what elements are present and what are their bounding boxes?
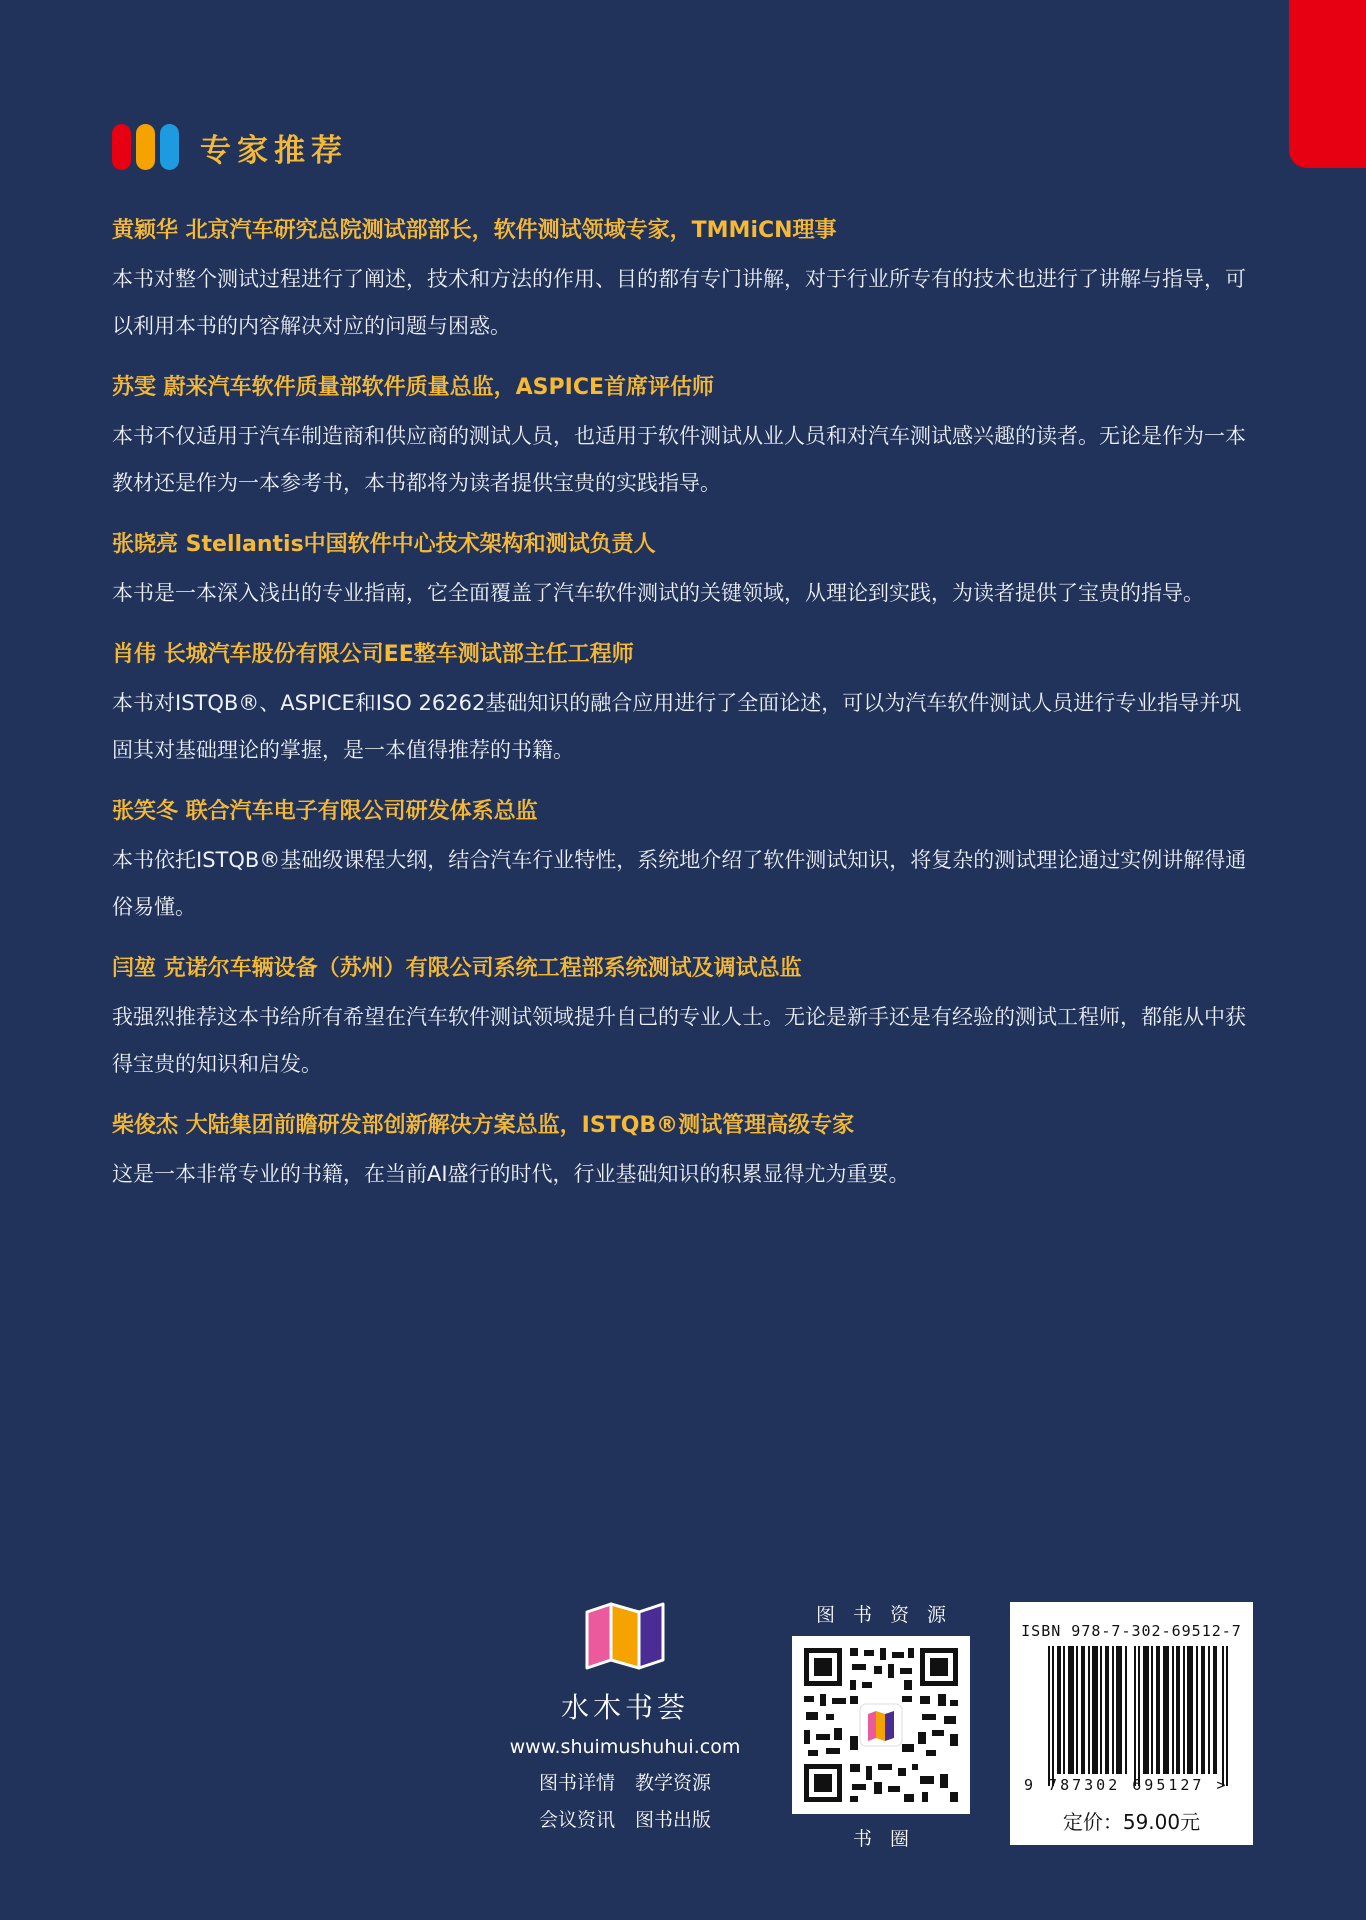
publisher-url[interactable]: www.shuimushuhui.com bbox=[509, 1736, 741, 1758]
review-author: 闫堃 克诺尔车辆设备（苏州）有限公司系统工程部系统测试及调试总监 bbox=[112, 956, 802, 981]
qr-caption: 书圈 bbox=[852, 1828, 927, 1850]
qr-label: 图书资源 bbox=[815, 1604, 964, 1626]
review-author: 张笑冬 联合汽车电子有限公司研发体系总监 bbox=[112, 799, 538, 824]
review-author: 张晓亮 Stellantis中国软件中心技术架构和测试负责人 bbox=[112, 532, 656, 557]
publisher-logo-icon bbox=[583, 1600, 667, 1672]
review-item bbox=[112, 214, 1252, 350]
section-header bbox=[112, 124, 348, 170]
link-conference-news[interactable]: 会议资讯 bbox=[538, 1809, 615, 1831]
qr-block bbox=[792, 1600, 970, 1851]
isbn-barcode bbox=[1010, 1602, 1253, 1845]
link-teaching-resources[interactable]: 教学资源 bbox=[635, 1772, 712, 1794]
review-text: 本书对整个测试过程进行了阐述，技术和方法的作用、目的都有专门讲解，对于行业所专有的技术也进行了讲解与指导，可以利用本书的内容解决对应的问题与困惑。 bbox=[112, 267, 1246, 338]
review-item bbox=[112, 528, 1252, 617]
orange-pill-icon bbox=[136, 124, 155, 170]
publisher-links-row-2 bbox=[500, 1805, 750, 1832]
review-item bbox=[112, 638, 1252, 774]
qr-code-icon bbox=[792, 1636, 970, 1814]
blue-pill-icon bbox=[160, 124, 179, 170]
link-book-details[interactable]: 图书详情 bbox=[538, 1772, 615, 1794]
review-text: 这是一本非常专业的书籍，在当前AI盛行的时代，行业基础知识的积累显得尤为重要。 bbox=[112, 1162, 910, 1186]
isbn-label: ISBN 978-7-302-69512-7 bbox=[1021, 1622, 1242, 1640]
review-author: 黄颖华 北京汽车研究总院测试部部长，软件测试领域专家，TMMiCN理事 bbox=[112, 218, 837, 243]
review-text: 本书是一本深入浅出的专业指南，它全面覆盖了汽车软件测试的关键领域，从理论到实践，为读者提供了宝贵的指导。 bbox=[112, 581, 1204, 605]
publisher-name: 水木书荟 bbox=[560, 1691, 689, 1724]
review-item bbox=[112, 371, 1252, 507]
review-author: 肖伟 长城汽车股份有限公司EE整车测试部主任工程师 bbox=[112, 642, 634, 667]
review-text: 本书对ISTQB®、ASPICE和ISO 26262基础知识的融合应用进行了全面论述，可以为汽车软件测试人员进行专业指导并巩固其对基础理论的掌握，是一本值得推荐的书籍。 bbox=[112, 691, 1242, 762]
red-pill-icon bbox=[112, 124, 131, 170]
review-item bbox=[112, 795, 1252, 931]
publisher-block bbox=[500, 1600, 750, 1832]
link-book-publishing[interactable]: 图书出版 bbox=[635, 1809, 712, 1831]
review-text: 本书依托ISTQB®基础级课程大纲，结合汽车行业特性，系统地介绍了软件测试知识，将复杂的测试理论通过实例讲解得通俗易懂。 bbox=[112, 848, 1247, 919]
red-corner-tab bbox=[1289, 0, 1366, 168]
review-text: 我强烈推荐这本书给所有希望在汽车软件测试领域提升自己的专业人士。无论是新手还是有经验的测试工程师，都能从中获得宝贵的知识和启发。 bbox=[112, 1005, 1246, 1076]
reviews-list bbox=[112, 214, 1252, 1219]
price: 定价：59.00元 bbox=[1062, 1810, 1201, 1834]
section-title: 专家推荐 bbox=[200, 132, 348, 169]
review-item bbox=[112, 952, 1252, 1088]
publisher-links-row-1 bbox=[500, 1768, 750, 1795]
review-text: 本书不仅适用于汽车制造商和供应商的测试人员，也适用于软件测试从业人员和对汽车测试感兴趣的读者。无论是作为一本教材还是作为一本参考书，本书都将为读者提供宝贵的实践指导。 bbox=[112, 424, 1246, 495]
barcode-icon bbox=[1048, 1646, 1228, 1786]
isbn-digits: 9 787302 695127 > bbox=[1024, 1776, 1229, 1794]
review-author: 柴俊杰 大陆集团前瞻研发部创新解决方案总监，ISTQB®测试管理高级专家 bbox=[112, 1113, 855, 1138]
review-author: 苏雯 蔚来汽车软件质量部软件质量总监，ASPICE首席评估师 bbox=[112, 375, 715, 400]
qr-code[interactable] bbox=[792, 1636, 970, 1814]
review-item bbox=[112, 1109, 1252, 1198]
